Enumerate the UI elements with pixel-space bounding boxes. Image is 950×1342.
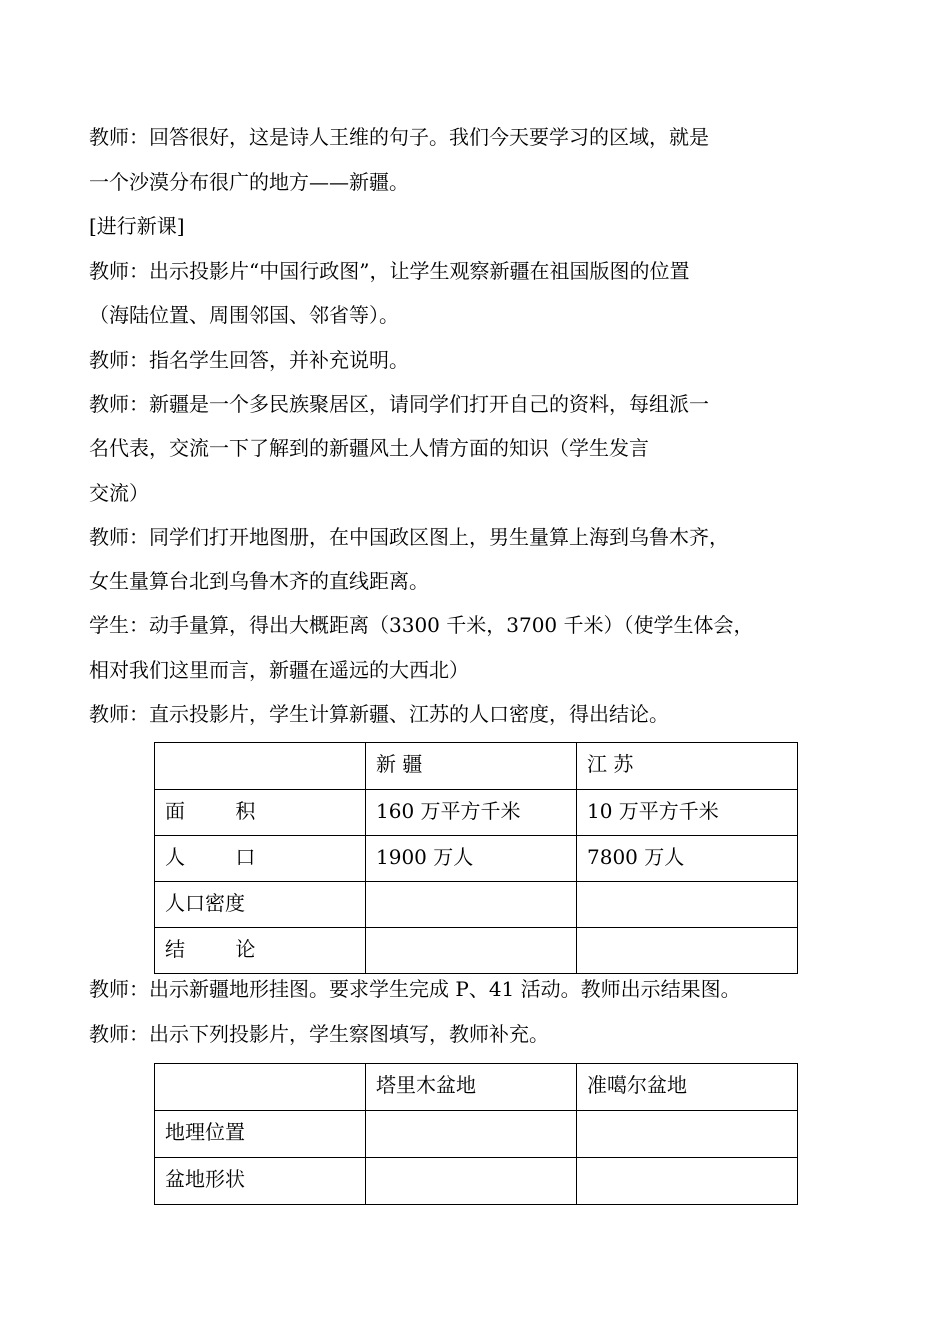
basin-comparison-table: [154, 1063, 798, 1205]
row-label: 面 积: [155, 790, 366, 836]
table-cell: [366, 1158, 577, 1205]
row-label: 人 口: [155, 836, 366, 882]
table-header-row: [155, 743, 798, 790]
table-cell: 7800 万人: [577, 836, 798, 882]
paragraph-line: 教师：出示投影片“中国行政图”，让学生观察新疆在祖国版图的位置: [89, 259, 690, 283]
table-cell: [366, 928, 577, 974]
population-density-table: [154, 742, 798, 974]
paragraph-line: 教师：指名学生回答，并补充说明。: [89, 348, 409, 372]
table-cell: [577, 1111, 798, 1158]
table-cell: [577, 882, 798, 928]
paragraph-line: 一个沙漠分布很广的地方——新疆。: [89, 170, 409, 194]
paragraph-line: 教师：出示新疆地形挂图。要求学生完成 P、41 活动。教师出示结果图。: [89, 977, 741, 1001]
row-label: 盆地形状: [155, 1158, 366, 1205]
paragraph-line: 教师：回答很好，这是诗人王维的句子。我们今天要学习的区域，就是: [89, 125, 709, 149]
table-row: [155, 928, 798, 974]
paragraph-line: 名代表，交流一下了解到的新疆风土人情方面的知识（学生发言: [89, 436, 649, 460]
paragraph-line: 教师：同学们打开地图册，在中国政区图上，男生量算上海到乌鲁木齐，: [89, 525, 729, 549]
paragraph-line: 学生：动手量算，得出大概距离（3300 千米，3700 千米）（使学生体会，: [89, 613, 754, 637]
table-row: [155, 882, 798, 928]
paragraph-line: 女生量算台北到乌鲁木齐的直线距离。: [89, 569, 429, 593]
row-label: 结 论: [155, 928, 366, 974]
paragraph-line: 相对我们这里而言，新疆在遥远的大西北）: [89, 658, 469, 682]
table-cell: [577, 928, 798, 974]
table-header-cell: 江 苏: [577, 743, 798, 790]
table-header-cell: 准噶尔盆地: [577, 1064, 798, 1111]
table-cell: 160 万平方千米: [366, 790, 577, 836]
paragraph-line: 教师：直示投影片，学生计算新疆、江苏的人口密度，得出结论。: [89, 702, 669, 726]
section-heading: [进行新课]: [89, 214, 185, 238]
table-header-row: [155, 1064, 798, 1111]
table-row: [155, 836, 798, 882]
paragraph-line: 交流）: [89, 481, 149, 505]
table-row: [155, 1111, 798, 1158]
table-header-cell: 塔里木盆地: [366, 1064, 577, 1111]
table-cell: [366, 1111, 577, 1158]
row-label: 人口密度: [155, 882, 366, 928]
paragraph-line: 教师：新疆是一个多民族聚居区，请同学们打开自己的资料，每组派一: [89, 392, 709, 416]
table-cell: 10 万平方千米: [577, 790, 798, 836]
row-label: 地理位置: [155, 1111, 366, 1158]
table-cell: [366, 882, 577, 928]
paragraph-line: 教师：出示下列投影片，学生察图填写，教师补充。: [89, 1022, 549, 1046]
table-cell: [577, 1158, 798, 1205]
table-cell: [155, 1064, 366, 1111]
table-row: [155, 790, 798, 836]
paragraph-line: （海陆位置、周围邻国、邻省等）。: [89, 303, 399, 327]
table-header-cell: 新 疆: [366, 743, 577, 790]
table-row: [155, 1158, 798, 1205]
table-cell: [155, 743, 366, 790]
table-cell: 1900 万人: [366, 836, 577, 882]
